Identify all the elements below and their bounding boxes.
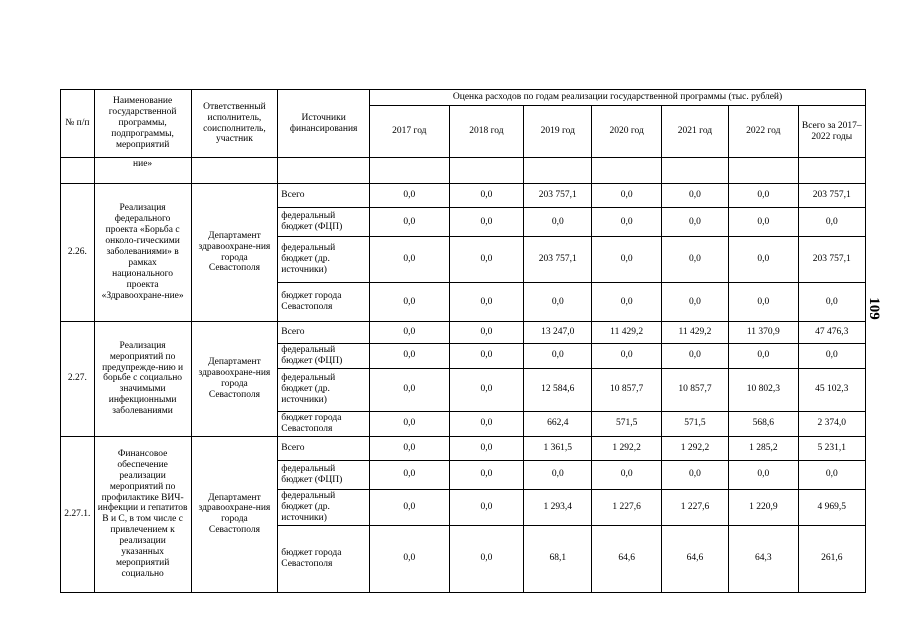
- funding-source: федеральный бюджет (др. источники): [278, 368, 370, 411]
- value-total-cell: 5 231,1: [798, 436, 866, 460]
- item-executor: Департамент здравоохране-ния города Севастополя: [191, 436, 278, 592]
- value-cell: 1 227,6: [592, 489, 661, 525]
- funding-source: Всего: [278, 436, 370, 460]
- value-cell: 10 802,3: [729, 368, 798, 411]
- value-cell: 0,0: [449, 283, 523, 322]
- value-total-cell: 203 757,1: [798, 237, 866, 283]
- value-cell: 0,0: [524, 460, 592, 489]
- value-cell: 0,0: [592, 184, 661, 208]
- value-cell: 10 857,7: [592, 368, 661, 411]
- funding-source: федеральный бюджет (ФЦП): [278, 344, 370, 369]
- value-cell: 0,0: [449, 322, 523, 344]
- value-cell: 0,0: [661, 283, 728, 322]
- value-cell: 0,0: [449, 525, 523, 592]
- value-cell: 0,0: [661, 460, 728, 489]
- value-cell: 1 361,5: [524, 436, 592, 460]
- value-cell: 11 370,9: [729, 322, 798, 344]
- value-cell: 11 429,2: [661, 322, 728, 344]
- continuation-text: ние»: [94, 158, 191, 184]
- header-year: 2020 год: [592, 106, 661, 158]
- value-total-cell: 0,0: [798, 208, 866, 237]
- table-row: [61, 322, 866, 344]
- value-cell: 64,6: [661, 525, 728, 592]
- value-cell: 11 429,2: [592, 322, 661, 344]
- value-cell: 0,0: [524, 208, 592, 237]
- value-cell: 1 227,6: [661, 489, 728, 525]
- header-num: № п/п: [61, 90, 95, 158]
- value-cell: 0,0: [661, 208, 728, 237]
- item-name: Реализация мероприятий по предупрежде-нию и борьбе с социально значимыми инфекционными заболеваниями: [94, 322, 191, 437]
- value-cell: 0,0: [592, 237, 661, 283]
- value-cell: 0,0: [449, 489, 523, 525]
- funding-source: Всего: [278, 322, 370, 344]
- header-year-total: Всего за 2017–2022 годы: [798, 106, 866, 158]
- value-cell: 10 857,7: [661, 368, 728, 411]
- page-number: 109: [865, 297, 882, 320]
- value-cell: 0,0: [729, 283, 798, 322]
- value-cell: 0,0: [449, 184, 523, 208]
- header-year: 2019 год: [524, 106, 592, 158]
- item-executor: Департамент здравоохране-ния города Севастополя: [191, 184, 278, 322]
- item-executor: Департамент здравоохране-ния города Севастополя: [191, 322, 278, 437]
- value-cell: 0,0: [729, 460, 798, 489]
- value-cell: 0,0: [370, 208, 450, 237]
- funding-source: бюджет города Севастополя: [278, 283, 370, 322]
- funding-source: бюджет города Севастополя: [278, 411, 370, 436]
- funding-source: бюджет города Севастополя: [278, 525, 370, 592]
- header-name: Наименование государственной программы, подпрограммы, мероприятий: [94, 90, 191, 158]
- value-cell: 0,0: [592, 460, 661, 489]
- value-cell: 1 285,2: [729, 436, 798, 460]
- value-total-cell: 0,0: [798, 283, 866, 322]
- value-cell: 0,0: [370, 184, 450, 208]
- header-year: 2017 год: [370, 106, 450, 158]
- value-cell: 0,0: [370, 411, 450, 436]
- funding-source: федеральный бюджет (др. источники): [278, 489, 370, 525]
- value-cell: 0,0: [370, 525, 450, 592]
- value-cell: 0,0: [449, 208, 523, 237]
- value-cell: 1 220,9: [729, 489, 798, 525]
- table-row: [61, 184, 866, 208]
- value-cell: 571,5: [592, 411, 661, 436]
- value-cell: 64,3: [729, 525, 798, 592]
- value-cell: 0,0: [661, 344, 728, 369]
- value-total-cell: 45 102,3: [798, 368, 866, 411]
- table-row: [61, 436, 866, 460]
- value-cell: 0,0: [449, 411, 523, 436]
- value-cell: 203 757,1: [524, 184, 592, 208]
- value-cell: 64,6: [592, 525, 661, 592]
- value-total-cell: 0,0: [798, 344, 866, 369]
- budget-table: [60, 89, 866, 593]
- value-cell: 0,0: [370, 368, 450, 411]
- value-cell: 0,0: [370, 283, 450, 322]
- continuation-row: [61, 158, 866, 184]
- value-cell: 203 757,1: [524, 237, 592, 283]
- value-cell: 12 584,6: [524, 368, 592, 411]
- header-year: 2022 год: [729, 106, 798, 158]
- header-executor: Ответственный исполнитель, соисполнитель, участник: [191, 90, 278, 158]
- value-cell: 662,4: [524, 411, 592, 436]
- value-cell: 0,0: [449, 436, 523, 460]
- value-cell: 0,0: [729, 237, 798, 283]
- funding-source: федеральный бюджет (ФЦП): [278, 208, 370, 237]
- value-cell: 0,0: [370, 344, 450, 369]
- value-total-cell: 203 757,1: [798, 184, 866, 208]
- value-cell: 571,5: [661, 411, 728, 436]
- header-year: 2021 год: [661, 106, 728, 158]
- value-cell: 0,0: [370, 489, 450, 525]
- value-total-cell: 47 476,3: [798, 322, 866, 344]
- value-cell: 13 247,0: [524, 322, 592, 344]
- value-cell: 68,1: [524, 525, 592, 592]
- value-total-cell: 261,6: [798, 525, 866, 592]
- value-cell: 0,0: [729, 208, 798, 237]
- value-cell: 0,0: [449, 344, 523, 369]
- item-index: 2.26.: [61, 184, 95, 322]
- value-cell: 1 293,4: [524, 489, 592, 525]
- header-year: 2018 год: [449, 106, 523, 158]
- value-cell: 0,0: [592, 283, 661, 322]
- header-sources: Источники финансирования: [278, 90, 370, 158]
- value-cell: 0,0: [370, 436, 450, 460]
- value-cell: 0,0: [449, 460, 523, 489]
- value-cell: 0,0: [592, 344, 661, 369]
- value-cell: 0,0: [449, 237, 523, 283]
- value-cell: 0,0: [370, 460, 450, 489]
- value-cell: 0,0: [661, 237, 728, 283]
- item-name: Финансовое обеспечение реализации мероприятий по профилактике ВИЧ-инфекции и гепатитов B и C, в том числе с привлечением к реализации указанных мероприятий социально: [94, 436, 191, 592]
- item-index: 2.27.: [61, 322, 95, 437]
- value-cell: 0,0: [524, 344, 592, 369]
- value-cell: 0,0: [370, 237, 450, 283]
- funding-source: федеральный бюджет (ФЦП): [278, 460, 370, 489]
- value-cell: 1 292,2: [592, 436, 661, 460]
- funding-source: федеральный бюджет (др. источники): [278, 237, 370, 283]
- value-cell: 1 292,2: [661, 436, 728, 460]
- value-total-cell: 2 374,0: [798, 411, 866, 436]
- value-cell: 0,0: [592, 208, 661, 237]
- item-name: Реализация федерального проекта «Борьба с онколо-гическими заболеваниями» в рамках национального проекта «Здравоохране-ние»: [94, 184, 191, 322]
- value-cell: 0,0: [661, 184, 728, 208]
- item-index: 2.27.1.: [61, 436, 95, 592]
- value-cell: 0,0: [524, 283, 592, 322]
- value-cell: 0,0: [370, 322, 450, 344]
- value-cell: 0,0: [449, 368, 523, 411]
- value-cell: 0,0: [729, 344, 798, 369]
- value-cell: 568,6: [729, 411, 798, 436]
- value-total-cell: 0,0: [798, 460, 866, 489]
- value-cell: 0,0: [729, 184, 798, 208]
- value-total-cell: 4 969,5: [798, 489, 866, 525]
- header-estimate: Оценка расходов по годам реализации государственной программы (тыс. рублей): [370, 90, 866, 106]
- funding-source: Всего: [278, 184, 370, 208]
